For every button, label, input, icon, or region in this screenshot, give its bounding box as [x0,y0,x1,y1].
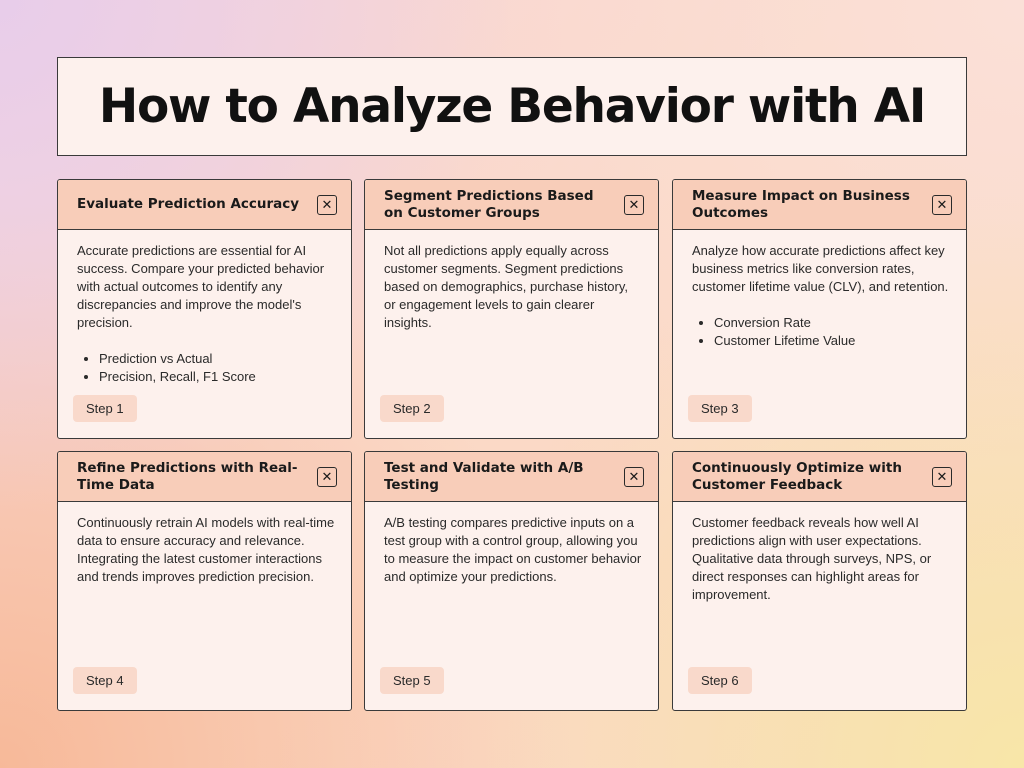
step-card-5 [364,451,659,711]
close-icon[interactable]: ✕ [624,195,644,215]
card-body [673,230,966,350]
card-body [365,502,658,586]
step-badge: Step 4 [73,667,137,694]
card-header [365,180,658,230]
step-badge: Step 6 [688,667,752,694]
card-description: Accurate predictions are essential for AI success. Compare your predicted behavior with actual outcomes to identify any discrepancies and improve the model's precision. [77,243,325,330]
card-description: Continuously retrain AI models with real-time data to ensure accuracy and relevance. Integrating the latest customer interactions and trends improves prediction precision. [77,515,335,584]
step-badge: Step 2 [380,395,444,422]
card-title: Evaluate Prediction Accuracy [77,196,300,212]
card-title: Measure Impact on Business Outcomes [692,187,910,221]
card-header [58,452,351,502]
close-icon[interactable]: ✕ [932,195,952,215]
card-bullet-list [77,350,335,386]
close-icon[interactable]: ✕ [317,195,337,215]
card-title: Continuously Optimize with Customer Feedback [692,459,902,493]
close-icon[interactable]: ✕ [624,467,644,487]
step-card-4 [57,451,352,711]
close-icon[interactable]: ✕ [317,467,337,487]
card-body [58,502,351,586]
step-card-6 [672,451,967,711]
card-description: Customer feedback reveals how well AI predictions align with user expectations. Qualitative data through surveys, NPS, or direct responses can highlight areas for improvement. [692,515,932,602]
page-title: How to Analyze Behavior with AI [98,79,926,134]
close-icon[interactable]: ✕ [932,467,952,487]
card-title: Segment Predictions Based on Customer Groups [384,187,594,221]
step-card-3 [672,179,967,439]
list-item: • Precision, Recall, F1 Score [99,368,335,386]
card-header [673,180,966,230]
step-card-2 [364,179,659,439]
card-body [673,502,966,604]
step-badge: Step 1 [73,395,137,422]
card-description: Analyze how accurate predictions affect key business metrics like conversion rates, customer lifetime value (CLV), and retention. [692,243,949,294]
list-item: • Conversion Rate [714,314,950,332]
list-item: • Prediction vs Actual [99,350,335,368]
card-description: Not all predictions apply equally across customer segments. Segment predictions based on demographics, purchase history, or engagement levels to gain clearer insights. [384,243,629,330]
card-body [58,230,351,386]
card-title: Refine Predictions with Real-Time Data [77,459,298,493]
card-title: Test and Validate with A/B Testing [384,459,584,493]
card-bullet-list [692,314,950,350]
card-header [58,180,351,230]
title-box [57,57,967,156]
list-item: • Customer Lifetime Value [714,332,950,350]
step-badge: Step 5 [380,667,444,694]
card-header [673,452,966,502]
step-card-1 [57,179,352,439]
card-body [365,230,658,332]
card-description: A/B testing compares predictive inputs on a test group with a control group, allowing you to measure the impact on customer behavior and optimize your predictions. [384,515,642,584]
step-badge: Step 3 [688,395,752,422]
card-header [365,452,658,502]
